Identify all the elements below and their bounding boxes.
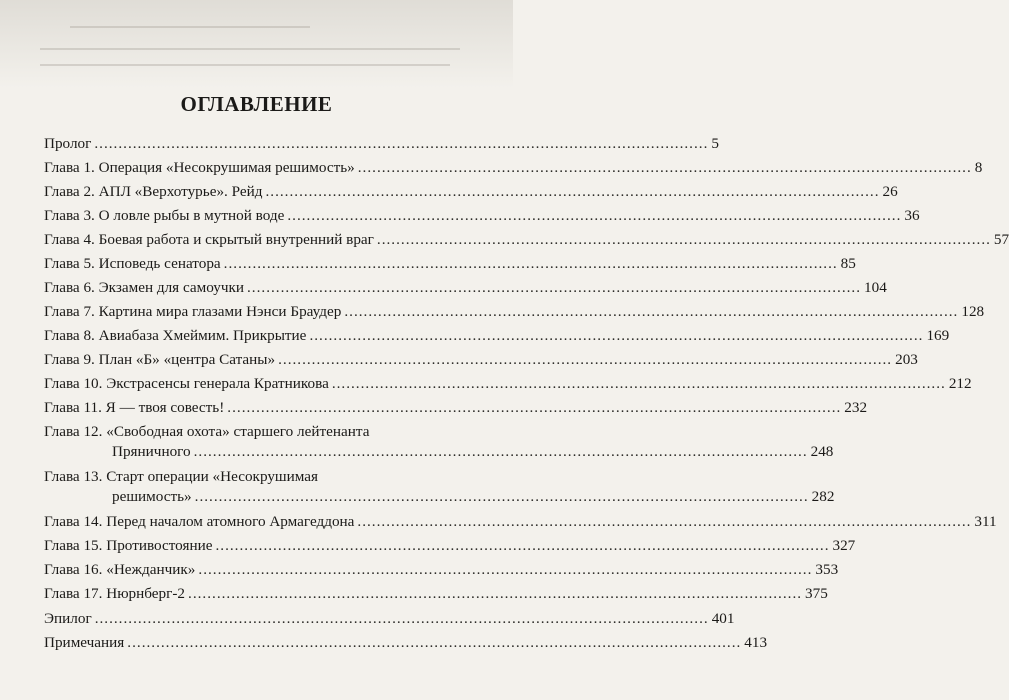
toc-entry	[44, 182, 898, 202]
toc-entry-label: Глава 13. Старт операции «Несокрушимая	[44, 468, 318, 485]
toc-entry-label-continued: решимость»	[112, 488, 192, 505]
toc-leader-dots: ................................................................................................................................	[331, 375, 946, 392]
toc-entry-label: Глава 12. «Свободная охота» старшего лейтенанта	[44, 423, 370, 440]
toc-entry-page: 169	[926, 327, 950, 344]
toc-leader-dots: ................................................................................................................................	[357, 513, 972, 530]
toc-leader-dots: ................................................................................................................................	[247, 279, 861, 296]
toc-entry-label: Глава 15. Противостояние	[44, 537, 213, 554]
toc-leader-dots: ................................................................................................................................	[287, 207, 902, 224]
toc-entry-page: 232	[844, 399, 868, 416]
toc-entry	[44, 422, 834, 462]
toc-entry-page: 282	[811, 488, 835, 505]
toc-entry-label: Глава 3. О ловле рыбы в мутной воде	[44, 207, 285, 224]
toc-entry-label: Глава 10. Экстрасенсы генерала Кратникова	[44, 375, 329, 392]
toc-leader-dots: ................................................................................................................................	[94, 135, 709, 152]
toc-entry-page: 26	[882, 183, 898, 200]
toc-leader-dots: ................................................................................................................................	[94, 610, 709, 627]
toc-entry-page: 203	[895, 351, 918, 368]
toc-entry	[44, 560, 839, 580]
toc-entry-page: 311	[974, 513, 997, 530]
toc-entry-label: Глава 9. План «Б» «центра Сатаны»	[44, 351, 276, 368]
toc-entry-label: Глава 11. Я — твоя совесть!	[44, 399, 225, 416]
toc-leader-dots: ................................................................................................................................	[194, 488, 809, 505]
toc-leader-dots: ................................................................................................................................	[309, 327, 924, 344]
toc-entry	[44, 512, 997, 532]
toc-entry-label: Глава 2. АПЛ «Верхотурье». Рейд	[44, 183, 263, 200]
toc-entry-label: Глава 6. Экзамен для самоучки	[44, 279, 244, 296]
toc-entry	[44, 302, 985, 322]
toc-entry	[44, 134, 719, 154]
toc-entry-page: 57	[993, 231, 1009, 248]
toc-entry	[44, 584, 828, 604]
toc-leader-dots: ................................................................................................................................	[223, 255, 838, 272]
toc-entry-label: Глава 14. Перед началом атомного Армагеддона	[44, 513, 355, 530]
toc-entry-page: 413	[744, 634, 768, 651]
toc-entry-label: Глава 17. Нюрнберг-2	[44, 585, 186, 602]
toc-entry-page: 128	[961, 303, 985, 320]
toc-entry-page: 327	[832, 537, 856, 554]
toc-entry-label-continued: Пряничного	[112, 443, 191, 460]
toc-entry-page: 401	[711, 610, 735, 627]
toc-entry-label: Глава 7. Картина мира глазами Нэнси Браудер	[44, 303, 342, 320]
toc-entry-page: 375	[805, 585, 828, 602]
toc-entry	[44, 158, 983, 178]
bleed-line	[40, 64, 450, 66]
toc-entry	[44, 326, 950, 346]
toc-entry	[44, 254, 856, 274]
toc-entry-page: 104	[864, 279, 887, 296]
toc-entry-label: Эпилог	[44, 610, 92, 627]
toc-leader-dots: ................................................................................................................................	[198, 561, 813, 578]
toc-entry	[44, 350, 918, 370]
toc-entry	[44, 536, 856, 556]
toc-leader-dots: ................................................................................................................................	[188, 585, 803, 602]
toc-entry-page: 5	[711, 135, 719, 152]
toc-entry	[44, 278, 887, 298]
toc-leader-dots: ................................................................................................................................	[127, 634, 742, 651]
toc-entry-label: Пролог	[44, 135, 92, 152]
toc-leader-dots: ................................................................................................................................	[265, 183, 880, 200]
toc-entry	[44, 633, 768, 653]
toc-entry	[44, 374, 972, 394]
toc-leader-dots: ................................................................................................................................	[278, 351, 893, 368]
toc-entry	[44, 609, 735, 629]
toc-entry-label: Примечания	[44, 634, 125, 651]
toc-leader-dots: ................................................................................................................................	[376, 231, 991, 248]
bleed-through-area	[0, 0, 513, 88]
toc-entry	[44, 398, 868, 418]
toc-entry-label: Глава 4. Боевая работа и скрытый внутренний враг	[44, 231, 374, 248]
toc-entry-label: Глава 1. Операция «Несокрушимая решимость»	[44, 159, 355, 176]
toc-entry	[44, 230, 1009, 250]
toc-leader-dots: ................................................................................................................................	[357, 159, 972, 176]
toc-leader-dots: ................................................................................................................................	[227, 399, 842, 416]
toc-entry-label: Глава 8. Авиабаза Хмеймим. Прикрытие	[44, 327, 307, 344]
toc-entry	[44, 467, 835, 507]
bleed-line	[40, 48, 460, 50]
toc-entry-page: 36	[904, 207, 920, 224]
toc-entry-page: 353	[815, 561, 839, 578]
toc-leader-dots: ................................................................................................................................	[215, 537, 830, 554]
toc-entry	[44, 206, 920, 226]
toc-entry-page: 212	[948, 375, 972, 392]
bleed-line	[70, 26, 310, 28]
toc-leader-dots: ................................................................................................................................	[344, 303, 959, 320]
page-title: ОГЛАВЛЕНИЕ	[180, 92, 333, 116]
toc-entry-page: 248	[810, 443, 834, 460]
toc-entry-label: Глава 16. «Нежданчик»	[44, 561, 196, 578]
toc-entry-page: 8	[974, 159, 983, 176]
toc-leader-dots: ................................................................................................................................	[193, 443, 808, 460]
toc-entry-label: Глава 5. Исповедь сенатора	[44, 255, 221, 272]
toc-entry-page: 85	[840, 255, 856, 272]
